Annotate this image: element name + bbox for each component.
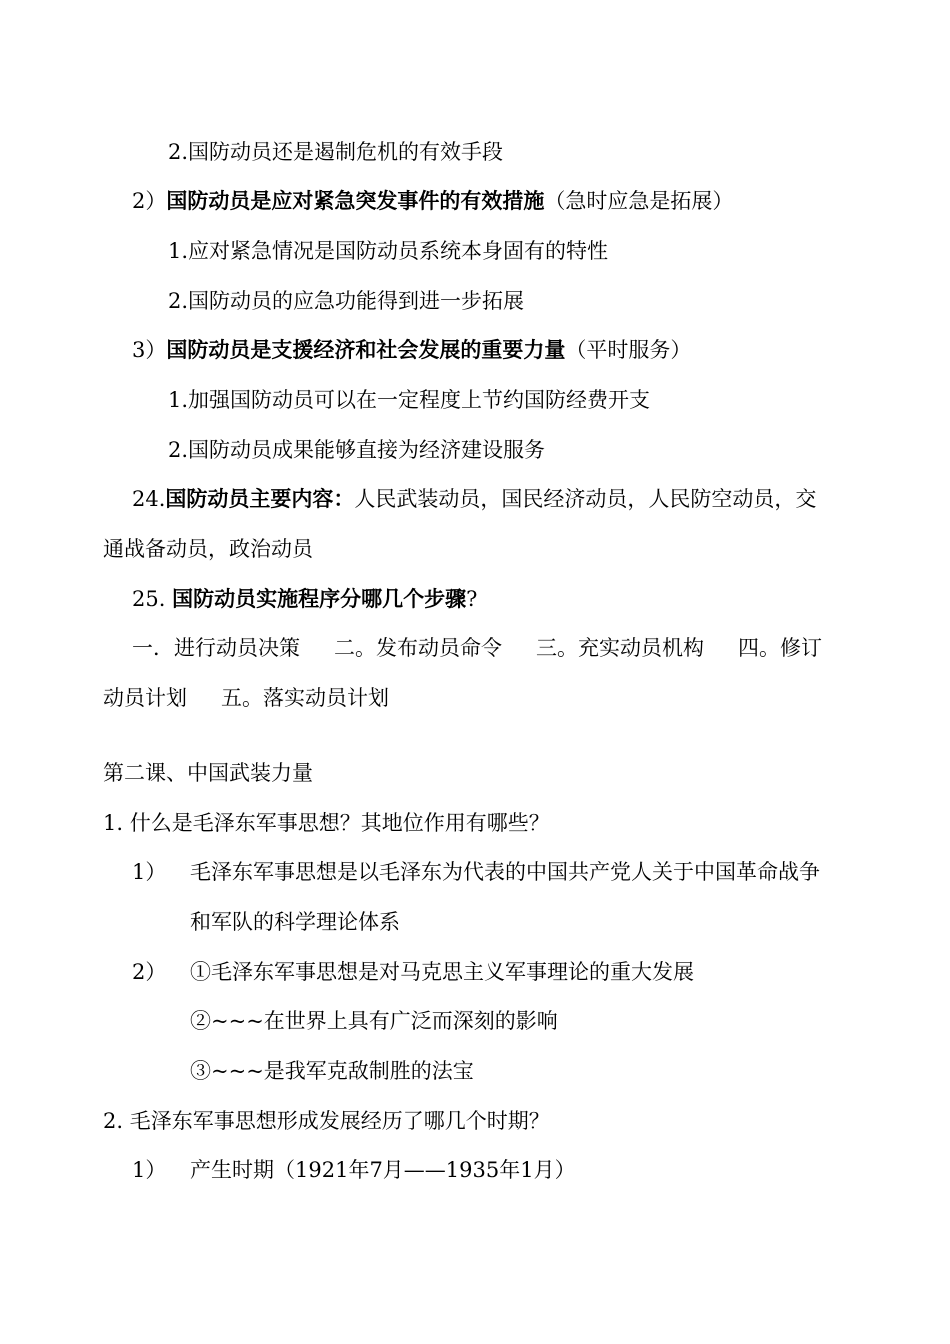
lesson-title <box>103 759 313 787</box>
item-economy-2 <box>168 436 545 464</box>
steps-line-2 <box>103 684 389 712</box>
step-4-continued: 动员计划 <box>103 686 187 710</box>
question-1 <box>103 809 550 837</box>
item-text: 2.国防动员的应急功能得到进一步拓展 <box>168 289 525 313</box>
step-4: 四。修订 <box>738 636 822 660</box>
answer-1-2-c <box>190 1057 474 1085</box>
question-answer: 人民武装动员，国民经济动员，人民防空动员，交 <box>354 487 817 511</box>
question-text: 1. 什么是毛泽东军事思想？其地位作用有哪些？ <box>103 811 550 835</box>
question-number: 24. <box>132 487 166 511</box>
point-number: 3） <box>132 338 167 362</box>
question-heading: 国防动员实施程序分哪几个步骤 <box>172 586 467 611</box>
answer-text: 产生时期（1921年7月——1935年1月） <box>190 1158 576 1182</box>
step-3: 三。充实动员机构 <box>536 636 704 660</box>
answer-1-1-continued <box>190 908 400 936</box>
answer-2-1 <box>132 1156 576 1184</box>
item-deterrence <box>168 138 503 166</box>
item-emergency-2 <box>168 287 524 315</box>
point-heading: 国防动员是应对紧急突发事件的有效措施 <box>166 188 545 213</box>
answer-number: 1） <box>132 1158 167 1182</box>
answer-1-2-b <box>190 1007 558 1035</box>
step-2: 二。发布动员命令 <box>334 636 502 660</box>
answer-number: 2） <box>132 960 167 984</box>
point-economy <box>132 336 691 364</box>
item-text: 1.加强国防动员可以在一定程度上节约国防经费开支 <box>168 388 651 412</box>
answer-1-1 <box>132 858 820 886</box>
question-2 <box>103 1107 550 1135</box>
step-1: 一．进行动员决策 <box>132 636 300 660</box>
answer-text: 和军队的科学理论体系 <box>190 910 400 934</box>
question-24-continued <box>103 535 313 563</box>
answer-text: ②~~~在世界上具有广泛而深刻的影响 <box>190 1009 558 1033</box>
point-number: 2） <box>132 189 167 213</box>
lesson-title-text: 第二课、中国武装力量 <box>103 761 313 785</box>
question-25 <box>132 585 477 613</box>
question-number: 25. <box>132 587 166 611</box>
question-answer: 通战备动员，政治动员 <box>103 537 313 561</box>
answer-text: ③~~~是我军克敌制胜的法宝 <box>190 1059 474 1083</box>
item-text: 1.应对紧急情况是国防动员系统本身固有的特性 <box>168 239 609 263</box>
item-economy-1 <box>168 386 650 414</box>
answer-number: 1） <box>132 860 167 884</box>
step-5: 五。落实动员计划 <box>221 686 389 710</box>
item-text: 2.国防动员还是遏制危机的有效手段 <box>168 140 504 164</box>
point-note: （急时应急是拓展） <box>544 189 734 213</box>
steps-line-1 <box>132 634 822 662</box>
answer-1-2 <box>132 958 694 986</box>
question-mark: ? <box>466 587 478 611</box>
item-emergency-1 <box>168 237 608 265</box>
answer-text: ①毛泽东军事思想是对马克思主义军事理论的重大发展 <box>190 960 694 984</box>
point-heading: 国防动员是支援经济和社会发展的重要力量 <box>166 337 566 362</box>
answer-text: 毛泽东军事思想是以毛泽东为代表的中国共产党人关于中国革命战争 <box>190 860 820 884</box>
point-note: （平时服务） <box>565 338 692 362</box>
question-text: 2. 毛泽东军事思想形成发展经历了哪几个时期？ <box>103 1109 550 1133</box>
question-heading: 国防动员主要内容： <box>165 486 355 511</box>
question-24 <box>132 485 816 513</box>
point-emergency <box>132 187 733 215</box>
item-text: 2.国防动员成果能够直接为经济建设服务 <box>168 438 546 462</box>
